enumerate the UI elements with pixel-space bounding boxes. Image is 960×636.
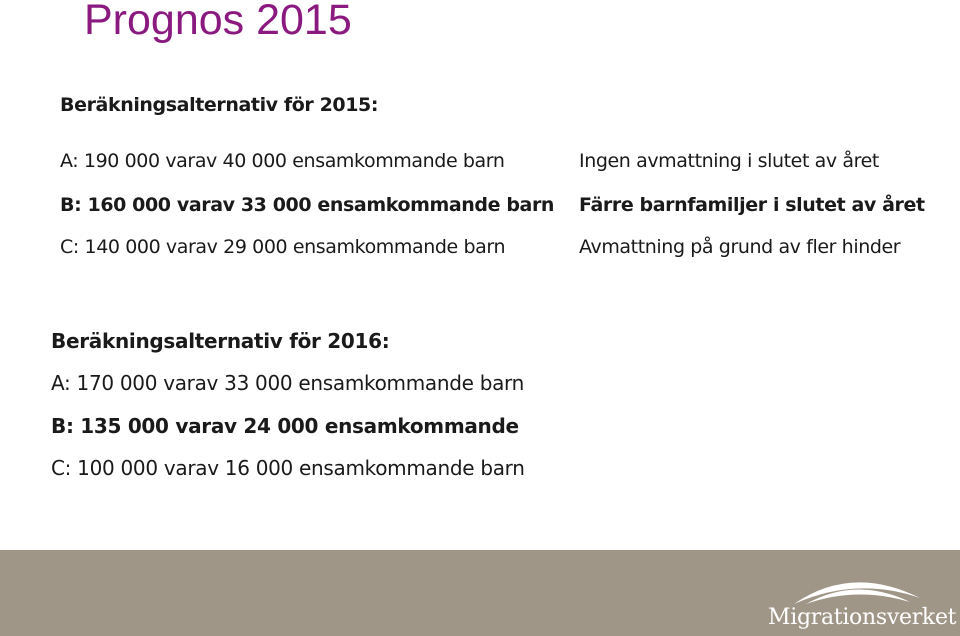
page-title: Prognos 2015 [84, 0, 352, 44]
alternative-b-2015: B: 160 000 varav 33 000 ensamkommande barn [60, 194, 555, 216]
section-2016-heading: Beräkningsalternativ för 2016: [51, 329, 390, 353]
note-a-2015: Ingen avmattning i slutet av året [579, 150, 879, 172]
alternative-c-2016: C: 100 000 varav 16 000 ensamkommande barn [51, 456, 525, 480]
alternative-a-2015: A: 190 000 varav 40 000 ensamkommande barn [60, 150, 505, 172]
migrationsverket-logo-icon [792, 572, 922, 606]
alternative-c-2015: C: 140 000 varav 29 000 ensamkommande barn [60, 236, 506, 258]
note-b-2015: Färre barnfamiljer i slutet av året [579, 194, 925, 216]
note-c-2015: Avmattning på grund av fler hinder [579, 236, 901, 258]
alternative-a-2016: A: 170 000 varav 33 000 ensamkommande barn [51, 371, 524, 395]
alternative-b-2016: B: 135 000 varav 24 000 ensamkommande [51, 414, 519, 438]
section-2015-heading: Beräkningsalternativ för 2015: [60, 94, 379, 116]
logo-text: Migrationsverket [768, 605, 957, 630]
